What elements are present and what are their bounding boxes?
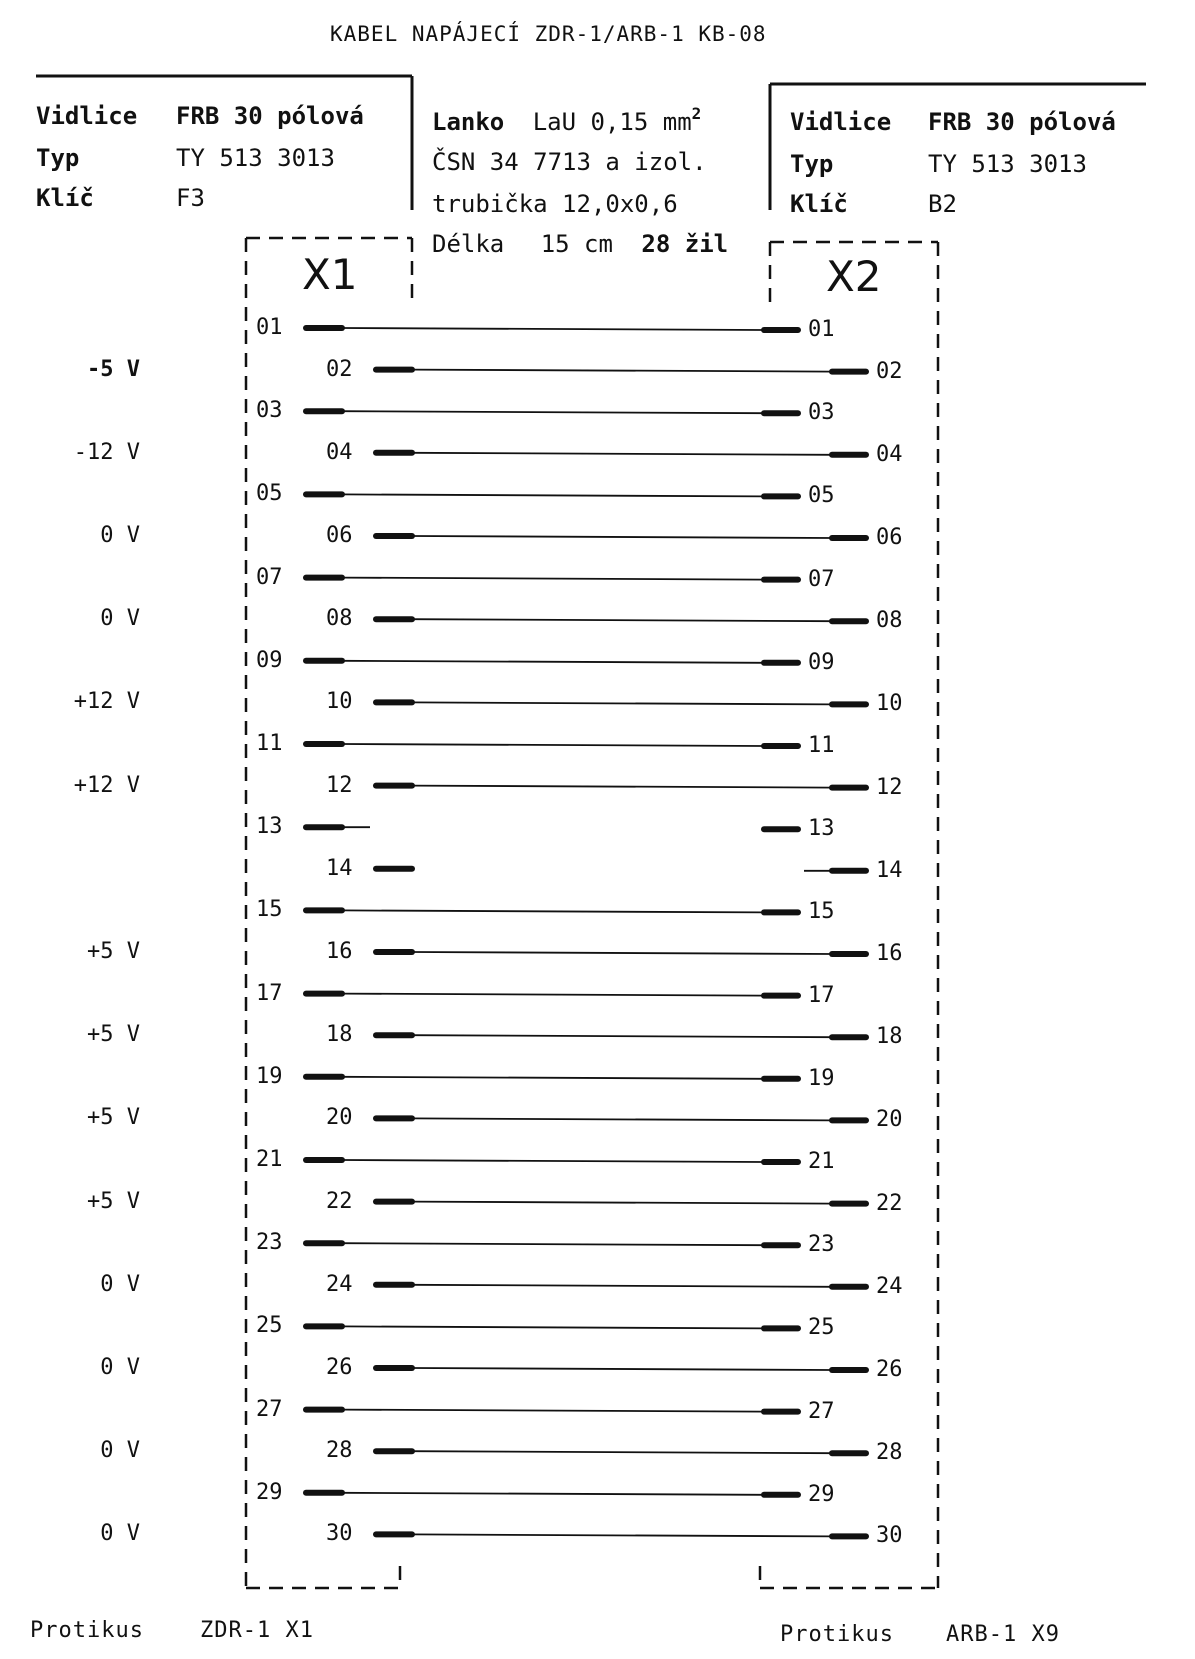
voltage-label-04: -12 V [73, 439, 140, 465]
wire-02 [376, 370, 866, 372]
voltage-label-20: +5 V [87, 1105, 140, 1131]
pin-right-07: 07 [808, 566, 835, 592]
right-header-label-2: Typ [790, 150, 834, 178]
pin-left-11: 11 [256, 731, 283, 756]
wire-24 [376, 1285, 866, 1287]
pin-left-01: 01 [256, 315, 283, 340]
pin-right-06: 06 [876, 525, 903, 550]
pin-right-26: 26 [876, 1357, 903, 1382]
pin-right-22: 22 [876, 1190, 903, 1216]
wire-line-28 [412, 1451, 832, 1453]
voltage-label-10: +12 V [73, 689, 140, 715]
pin-left-03: 03 [256, 398, 283, 424]
pin-left-19: 19 [256, 1063, 283, 1089]
wire-spec-line-2: ČSN 34 7713 a izol. [432, 148, 707, 176]
pin-right-28: 28 [876, 1440, 903, 1466]
voltage-label-30: 0 V [100, 1521, 140, 1547]
right-header-label-3: Klíč [790, 190, 848, 218]
wire-25 [306, 1326, 798, 1328]
left-header-label-1: Vidlice [36, 102, 138, 130]
voltage-label-26: 0 V [100, 1355, 140, 1380]
pin-right-16: 16 [876, 941, 903, 966]
wire-12 [376, 786, 866, 788]
right-header-label-1: Vidlice [790, 108, 892, 136]
pin-left-15: 15 [256, 897, 283, 923]
right-header-value-3: B2 [928, 190, 957, 218]
wire-22 [376, 1202, 866, 1204]
pin-left-27: 27 [256, 1396, 283, 1422]
voltage-label-16: +5 V [87, 939, 140, 964]
footer-left-value: ZDR-1 X1 [200, 1618, 314, 1643]
left-header-value-2: TY 513 3013 [176, 144, 335, 172]
wire-04 [376, 453, 866, 455]
pin-left-25: 25 [256, 1313, 283, 1339]
left-header-label-3: Klíč [36, 184, 94, 212]
diagram-title: KABEL NAPÁJECÍ ZDR-1/ARB-1 KB-08 [330, 22, 767, 46]
pin-right-21: 21 [808, 1149, 835, 1174]
pin-left-30: 30 [326, 1521, 353, 1547]
wire-line-18 [412, 1035, 832, 1037]
pin-left-23: 23 [256, 1230, 283, 1256]
pin-left-18: 18 [326, 1022, 353, 1048]
wire-07 [306, 578, 798, 580]
wire-05 [306, 494, 798, 496]
wire-line-05 [342, 494, 764, 496]
wire-line-06 [412, 536, 832, 538]
voltage-label-28: 0 V [100, 1438, 140, 1464]
voltage-label-22: +5 V [87, 1188, 140, 1214]
pin-right-15: 15 [808, 899, 835, 925]
wire-19 [306, 1077, 798, 1079]
wire-28 [376, 1451, 866, 1453]
voltage-label-18: +5 V [87, 1022, 140, 1048]
pin-left-12: 12 [326, 772, 353, 798]
pin-left-29: 29 [256, 1479, 283, 1505]
voltage-label-02: -5 V [87, 356, 140, 382]
wire-13 [306, 827, 798, 829]
voltage-label-12: +12 V [73, 772, 140, 798]
wire-count: 28 žil [641, 230, 729, 258]
pin-left-21: 21 [256, 1147, 283, 1172]
pin-right-01: 01 [808, 317, 835, 342]
pin-right-19: 19 [808, 1065, 835, 1091]
pin-right-17: 17 [808, 982, 835, 1008]
pin-right-02: 02 [876, 358, 903, 384]
pin-right-04: 04 [876, 441, 903, 467]
voltage-label-24: 0 V [100, 1271, 140, 1297]
wire-21 [306, 1160, 798, 1162]
wire-30 [376, 1534, 866, 1536]
pin-left-26: 26 [326, 1355, 353, 1380]
right-header-value-2: TY 513 3013 [928, 150, 1087, 178]
length-value: 15 cm [540, 230, 613, 258]
wire-line-02 [412, 370, 832, 372]
wire-06 [376, 536, 866, 538]
pin-left-14: 14 [326, 855, 353, 881]
left-header-value-1: FRB 30 pólová [176, 102, 364, 130]
wire-15 [306, 910, 798, 912]
connector-x1-label: X1 [302, 250, 358, 299]
wire-line-08 [412, 619, 832, 621]
pin-right-24: 24 [876, 1273, 903, 1299]
wire-line-30 [412, 1534, 832, 1536]
pin-right-20: 20 [876, 1107, 903, 1133]
wire-17 [306, 994, 798, 996]
pin-left-09: 09 [256, 647, 283, 673]
wire-line-29 [342, 1493, 764, 1495]
wire-line-23 [342, 1243, 764, 1245]
wire-line-26 [412, 1368, 832, 1370]
wire-line-20 [412, 1118, 832, 1120]
pin-right-13: 13 [808, 816, 835, 842]
pin-right-25: 25 [808, 1315, 835, 1341]
wire-line-15 [342, 910, 764, 912]
wire-09 [306, 661, 798, 663]
wire-18 [376, 1035, 866, 1037]
wire-08 [376, 619, 866, 621]
wire-16 [376, 952, 866, 954]
pin-right-10: 10 [876, 691, 903, 717]
pin-left-06: 06 [326, 523, 353, 548]
wire-line-25 [342, 1326, 764, 1328]
wire-spec-sup: 2 [691, 104, 702, 123]
wire-23 [306, 1243, 798, 1245]
pin-left-16: 16 [326, 939, 353, 964]
wire-10 [376, 702, 866, 704]
pin-left-20: 20 [326, 1105, 353, 1131]
wire-14 [376, 869, 866, 871]
pin-right-18: 18 [876, 1024, 903, 1050]
pin-right-08: 08 [876, 608, 903, 634]
pin-right-30: 30 [876, 1523, 903, 1549]
right-header-value-1: FRB 30 pólová [928, 108, 1116, 136]
wire-line-22 [412, 1202, 832, 1204]
voltage-label-08: 0 V [100, 606, 140, 632]
pin-right-11: 11 [808, 733, 835, 758]
wire-line-17 [342, 994, 764, 996]
pin-left-04: 04 [326, 439, 353, 465]
pin-right-27: 27 [808, 1398, 835, 1424]
voltage-label-06: 0 V [100, 523, 140, 548]
pin-right-09: 09 [808, 649, 835, 675]
wire-01 [306, 328, 798, 330]
wire-line-27 [342, 1410, 764, 1412]
wire-line-09 [342, 661, 764, 663]
footer-right-value: ARB-1 X9 [946, 1622, 1060, 1647]
pin-right-12: 12 [876, 774, 903, 800]
left-header-value-3: F3 [176, 184, 205, 212]
pin-right-14: 14 [876, 857, 903, 883]
pin-left-28: 28 [326, 1438, 353, 1464]
wire-line-01 [342, 328, 764, 330]
wire-line-19 [342, 1077, 764, 1079]
wire-27 [306, 1410, 798, 1412]
wire-20 [376, 1118, 866, 1120]
pin-left-10: 10 [326, 689, 353, 715]
wire-line-11 [342, 744, 764, 746]
wire-line-12 [412, 786, 832, 788]
wire-11 [306, 744, 798, 746]
pin-left-17: 17 [256, 980, 283, 1006]
wire-line-03 [342, 411, 764, 413]
wire-line-10 [412, 702, 832, 704]
pin-left-24: 24 [326, 1271, 353, 1297]
wire-29 [306, 1493, 798, 1495]
wire-line-24 [412, 1285, 832, 1287]
pin-left-13: 13 [256, 814, 283, 840]
wire-spec-value: LaU 0,15 mm [532, 108, 692, 136]
wire-spec-line-3: trubička 12,0x0,6 [432, 190, 678, 218]
pin-right-23: 23 [808, 1232, 835, 1258]
pin-left-05: 05 [256, 481, 283, 507]
wire-26 [376, 1368, 866, 1370]
wire-line-21 [342, 1160, 764, 1162]
connector-x2-label: X2 [826, 252, 882, 301]
footer-right-label: Protikus [780, 1622, 894, 1647]
left-header-label-2: Typ [36, 144, 80, 172]
pin-left-07: 07 [256, 564, 283, 590]
pin-left-08: 08 [326, 606, 353, 632]
wire-line-16 [412, 952, 832, 954]
pin-left-02: 02 [326, 356, 353, 382]
wire-03 [306, 411, 798, 413]
pin-right-29: 29 [808, 1481, 835, 1507]
wire-line-07 [342, 578, 764, 580]
pin-left-22: 22 [326, 1188, 353, 1214]
pin-right-03: 03 [808, 400, 835, 426]
wire-line-04 [412, 453, 832, 455]
pin-right-05: 05 [808, 483, 835, 509]
footer-left-label: Protikus [30, 1618, 144, 1643]
length-label: Délka [432, 230, 505, 258]
wire-spec-label: Lanko [432, 108, 505, 136]
